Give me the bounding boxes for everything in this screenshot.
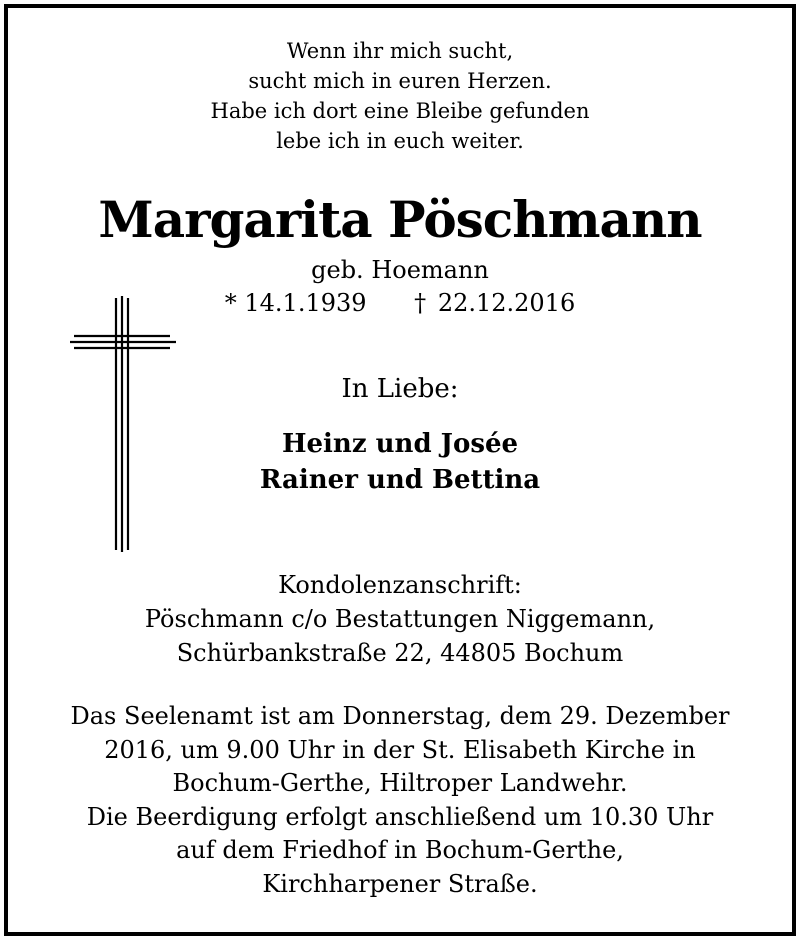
condolence-address: [8, 568, 792, 670]
condolence-line: Schürbankstraße 22, 44805 Bochum: [176, 639, 624, 667]
service-line: Kirchharpener Straße.: [262, 869, 538, 898]
death-date: 22.12.2016: [437, 289, 576, 317]
condolence-line: Kondolenzanschrift:: [278, 571, 522, 599]
maiden-name: geb. Hoemann: [311, 256, 489, 284]
mourners-heading: In Liebe:: [341, 374, 459, 404]
mourner-line: Rainer und Bettina: [259, 465, 541, 495]
service-info: [8, 700, 792, 901]
poem-line: Habe ich dort eine Bleibe gefunden: [210, 99, 590, 123]
condolence-line: Pöschmann c/o Bestattungen Niggemann,: [144, 605, 656, 633]
service-line: Die Beerdigung erfolgt anschließend um 10.30 Uhr: [86, 802, 714, 831]
cross-icon: [70, 296, 176, 552]
obituary-notice: [4, 4, 796, 936]
birth-date: * 14.1.1939: [224, 289, 367, 317]
poem-line: sucht mich in euren Herzen.: [248, 69, 552, 93]
service-line: Bochum-Gerthe, Hiltroper Landwehr.: [172, 769, 628, 797]
poem-line: Wenn ihr mich sucht,: [286, 39, 514, 63]
service-line: auf dem Friedhof in Bochum-Gerthe,: [176, 836, 624, 864]
poem-line: lebe ich in euch weiter.: [276, 129, 524, 153]
service-line: 2016, um 9.00 Uhr in der St. Elisabeth Kirche in: [104, 735, 696, 764]
mourner-line: Heinz und Josée: [281, 429, 519, 459]
dagger-symbol: †: [414, 289, 427, 317]
mourners-list: [8, 426, 792, 498]
service-line: Das Seelenamt ist am Donnerstag, dem 29. Dezember: [70, 702, 730, 730]
deceased-name: Margarita Pöschmann: [98, 190, 702, 249]
poem: [8, 36, 792, 156]
